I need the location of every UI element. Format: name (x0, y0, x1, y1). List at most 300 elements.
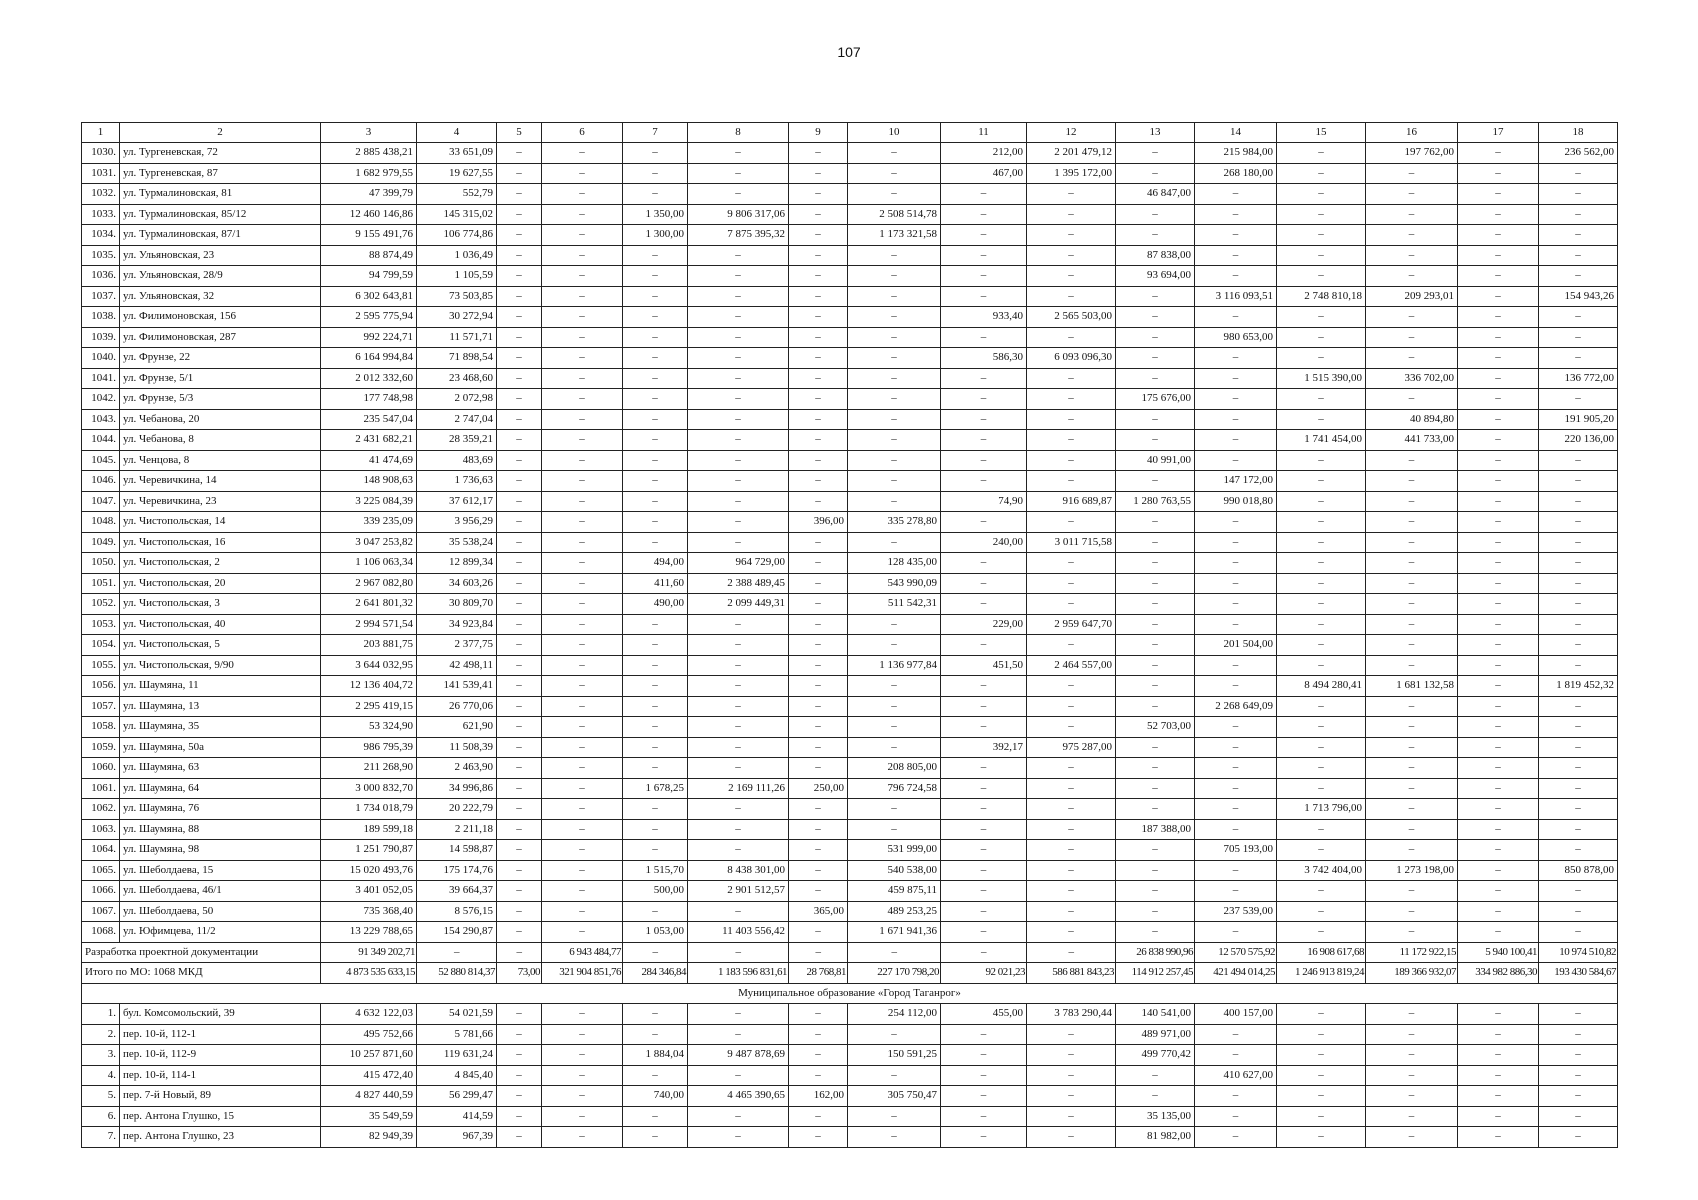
value-cell: – (848, 737, 941, 758)
row-number: 1046. (82, 471, 120, 492)
value-cell: 54 021,59 (417, 1004, 497, 1025)
address-cell: ул. Черевичкина, 23 (120, 491, 321, 512)
table-row (82, 840, 1618, 861)
section-title: Муниципальное образование «Город Таганрог» (82, 983, 1618, 1004)
housing-repair-table (81, 122, 1618, 1148)
table-row (82, 225, 1618, 246)
address-cell: ул. Чебанова, 8 (120, 430, 321, 451)
summary-value: 4 873 535 633,15 (321, 963, 417, 984)
value-cell: – (542, 389, 623, 410)
value-cell: – (789, 389, 848, 410)
value-cell: – (1458, 389, 1539, 410)
value-cell: – (1539, 1004, 1618, 1025)
value-cell: – (1195, 778, 1277, 799)
value-cell: – (1277, 1045, 1366, 1066)
value-cell: – (941, 512, 1027, 533)
summary-value: 73,00 (497, 963, 542, 984)
value-cell: – (1116, 553, 1195, 574)
value-cell: 4 465 390,65 (688, 1086, 789, 1107)
value-cell: – (542, 286, 623, 307)
row-number: 1033. (82, 204, 120, 225)
address-cell: ул. Чистопольская, 20 (120, 573, 321, 594)
value-cell: 552,79 (417, 184, 497, 205)
value-cell: – (623, 409, 688, 430)
value-cell: – (1458, 286, 1539, 307)
value-cell: – (941, 184, 1027, 205)
value-cell: 1 515 390,00 (1277, 368, 1366, 389)
column-number: 3 (321, 123, 417, 143)
value-cell: – (789, 676, 848, 697)
value-cell: – (497, 225, 542, 246)
value-cell: – (1539, 184, 1618, 205)
row-number: 1030. (82, 143, 120, 164)
value-cell: – (848, 1127, 941, 1148)
value-cell: – (1277, 1024, 1366, 1045)
value-cell: 1 678,25 (623, 778, 688, 799)
value-cell: 3 225 084,39 (321, 491, 417, 512)
value-cell: – (848, 307, 941, 328)
row-number: 1050. (82, 553, 120, 574)
address-cell: ул. Фрунзе, 5/3 (120, 389, 321, 410)
table-row (82, 1004, 1618, 1025)
value-cell: – (848, 696, 941, 717)
address-cell: пер. Антона Глушко, 23 (120, 1127, 321, 1148)
table-row (82, 471, 1618, 492)
value-cell: 305 750,47 (848, 1086, 941, 1107)
value-cell: 2 201 479,12 (1027, 143, 1116, 164)
value-cell: 489 253,25 (848, 901, 941, 922)
value-cell: 212,00 (941, 143, 1027, 164)
value-cell: 1 819 452,32 (1539, 676, 1618, 697)
value-cell: – (1539, 573, 1618, 594)
value-cell: 2 595 775,94 (321, 307, 417, 328)
value-cell: – (688, 1127, 789, 1148)
value-cell: 740,00 (623, 1086, 688, 1107)
value-cell: 191 905,20 (1539, 409, 1618, 430)
summary-value: 16 908 617,68 (1277, 942, 1366, 963)
value-cell: 23 468,60 (417, 368, 497, 389)
value-cell: – (542, 737, 623, 758)
value-cell: – (497, 758, 542, 779)
value-cell: 19 627,55 (417, 163, 497, 184)
value-cell: – (1539, 245, 1618, 266)
value-cell: – (1195, 430, 1277, 451)
value-cell: – (688, 717, 789, 738)
value-cell: – (688, 758, 789, 779)
value-cell: 220 136,00 (1539, 430, 1618, 451)
value-cell: – (848, 286, 941, 307)
address-cell: бул. Комсомольский, 39 (120, 1004, 321, 1025)
value-cell: 1 682 979,55 (321, 163, 417, 184)
value-cell: – (497, 491, 542, 512)
column-number: 2 (120, 123, 321, 143)
value-cell: – (688, 1004, 789, 1025)
value-cell: – (1195, 737, 1277, 758)
value-cell: – (1458, 1024, 1539, 1045)
value-cell: – (1458, 430, 1539, 451)
value-cell: 933,40 (941, 307, 1027, 328)
value-cell: – (1027, 286, 1116, 307)
value-cell: – (1116, 1065, 1195, 1086)
value-cell: – (623, 799, 688, 820)
value-cell: – (1195, 1024, 1277, 1045)
value-cell: – (497, 1065, 542, 1086)
value-cell: – (1458, 450, 1539, 471)
value-cell: – (789, 655, 848, 676)
value-cell: – (623, 635, 688, 656)
value-cell: – (1458, 594, 1539, 615)
value-cell: – (497, 819, 542, 840)
address-cell: пер. 10-й, 112-1 (120, 1024, 321, 1045)
value-cell: – (789, 532, 848, 553)
value-cell: – (1366, 327, 1458, 348)
value-cell: – (941, 594, 1027, 615)
value-cell: 3 011 715,58 (1027, 532, 1116, 553)
column-number: 14 (1195, 123, 1277, 143)
value-cell: – (1116, 635, 1195, 656)
value-cell: – (542, 266, 623, 287)
address-cell: пер. Антона Глушко, 15 (120, 1106, 321, 1127)
value-cell: – (941, 368, 1027, 389)
value-cell: – (789, 1045, 848, 1066)
value-cell: – (1277, 1127, 1366, 1148)
value-cell: 2 508 514,78 (848, 204, 941, 225)
value-cell: – (1539, 512, 1618, 533)
value-cell: – (1195, 758, 1277, 779)
value-cell: – (623, 163, 688, 184)
value-cell: – (789, 1127, 848, 1148)
value-cell: – (623, 901, 688, 922)
value-cell: – (497, 1045, 542, 1066)
total-row (82, 963, 1618, 984)
value-cell: – (497, 778, 542, 799)
value-cell: – (1027, 881, 1116, 902)
value-cell: 74,90 (941, 491, 1027, 512)
value-cell: – (941, 286, 1027, 307)
value-cell: 35 135,00 (1116, 1106, 1195, 1127)
table-row (82, 737, 1618, 758)
address-cell: ул. Ульяновская, 32 (120, 286, 321, 307)
value-cell: – (1277, 389, 1366, 410)
value-cell: – (688, 245, 789, 266)
value-cell: – (1277, 758, 1366, 779)
value-cell: – (1027, 1065, 1116, 1086)
value-cell: – (688, 1106, 789, 1127)
value-cell: 56 299,47 (417, 1086, 497, 1107)
value-cell: – (789, 696, 848, 717)
value-cell: – (1366, 758, 1458, 779)
value-cell: – (848, 409, 941, 430)
value-cell: 2 959 647,70 (1027, 614, 1116, 635)
value-cell: – (941, 1086, 1027, 1107)
value-cell: – (848, 143, 941, 164)
value-cell: – (1458, 471, 1539, 492)
value-cell: – (1458, 1106, 1539, 1127)
row-number: 1067. (82, 901, 120, 922)
value-cell: – (1116, 1086, 1195, 1107)
value-cell: – (542, 717, 623, 738)
address-cell: ул. Шаумяна, 63 (120, 758, 321, 779)
value-cell: – (497, 594, 542, 615)
value-cell: 254 112,00 (848, 1004, 941, 1025)
value-cell: – (1539, 348, 1618, 369)
value-cell: – (789, 307, 848, 328)
value-cell: – (1027, 819, 1116, 840)
value-cell: 3 742 404,00 (1277, 860, 1366, 881)
value-cell: 15 020 493,76 (321, 860, 417, 881)
value-cell: – (497, 348, 542, 369)
value-cell: – (1195, 307, 1277, 328)
value-cell: – (1366, 778, 1458, 799)
value-cell: – (1539, 553, 1618, 574)
value-cell: – (1366, 225, 1458, 246)
value-cell: – (789, 430, 848, 451)
table-row (82, 696, 1618, 717)
value-cell: 14 598,87 (417, 840, 497, 861)
value-cell: – (1366, 184, 1458, 205)
value-cell: – (497, 860, 542, 881)
value-cell: – (1458, 409, 1539, 430)
value-cell: – (542, 881, 623, 902)
value-cell: – (1195, 225, 1277, 246)
value-cell: – (789, 717, 848, 738)
summary-value: 5 940 100,41 (1458, 942, 1539, 963)
value-cell: – (941, 327, 1027, 348)
value-cell: – (542, 635, 623, 656)
value-cell: – (848, 614, 941, 635)
address-cell: ул. Чистопольская, 2 (120, 553, 321, 574)
value-cell: – (848, 1065, 941, 1086)
row-number: 1042. (82, 389, 120, 410)
value-cell: – (789, 881, 848, 902)
value-cell: – (848, 245, 941, 266)
value-cell: – (848, 676, 941, 697)
value-cell: – (1539, 450, 1618, 471)
summary-value: 12 570 575,92 (1195, 942, 1277, 963)
value-cell: – (542, 758, 623, 779)
value-cell: 2 464 557,00 (1027, 655, 1116, 676)
address-cell: ул. Черевичкина, 14 (120, 471, 321, 492)
value-cell: 145 315,02 (417, 204, 497, 225)
value-cell: – (1366, 655, 1458, 676)
value-cell: 20 222,79 (417, 799, 497, 820)
value-cell: – (542, 594, 623, 615)
value-cell: – (497, 655, 542, 676)
value-cell: – (1366, 163, 1458, 184)
value-cell: 1 136 977,84 (848, 655, 941, 676)
value-cell: – (1277, 922, 1366, 943)
value-cell: – (688, 614, 789, 635)
value-cell: – (623, 717, 688, 738)
value-cell: 1 036,49 (417, 245, 497, 266)
value-cell: 1 736,63 (417, 471, 497, 492)
value-cell: – (1116, 840, 1195, 861)
value-cell: 414,59 (417, 1106, 497, 1127)
value-cell: – (789, 1106, 848, 1127)
value-cell: – (1539, 881, 1618, 902)
table-row (82, 163, 1618, 184)
value-cell: 87 838,00 (1116, 245, 1195, 266)
value-cell: – (1116, 758, 1195, 779)
value-cell: – (1277, 1065, 1366, 1086)
value-cell: 37 612,17 (417, 491, 497, 512)
value-cell: – (1027, 676, 1116, 697)
value-cell: – (542, 307, 623, 328)
table-row (82, 635, 1618, 656)
summary-value: 421 494 014,25 (1195, 963, 1277, 984)
value-cell: 400 157,00 (1195, 1004, 1277, 1025)
value-cell: – (1458, 245, 1539, 266)
row-number: 2. (82, 1024, 120, 1045)
value-cell: – (1458, 696, 1539, 717)
value-cell: 3 047 253,82 (321, 532, 417, 553)
value-cell: – (1366, 799, 1458, 820)
value-cell: – (497, 737, 542, 758)
value-cell: – (789, 1024, 848, 1045)
value-cell: – (542, 696, 623, 717)
value-cell: – (1116, 307, 1195, 328)
value-cell: – (1539, 696, 1618, 717)
value-cell: – (1458, 1127, 1539, 1148)
column-number: 13 (1116, 123, 1195, 143)
value-cell: – (1027, 573, 1116, 594)
value-cell: – (688, 840, 789, 861)
value-cell: – (1458, 1065, 1539, 1086)
value-cell: – (1116, 860, 1195, 881)
summary-value: 28 768,81 (789, 963, 848, 984)
address-cell: ул. Фрунзе, 22 (120, 348, 321, 369)
value-cell: 26 770,06 (417, 696, 497, 717)
value-cell: – (542, 163, 623, 184)
value-cell: 459 875,11 (848, 881, 941, 902)
value-cell: – (1116, 512, 1195, 533)
value-cell: 1 681 132,58 (1366, 676, 1458, 697)
summary-value: – (688, 942, 789, 963)
value-cell: 150 591,25 (848, 1045, 941, 1066)
address-cell: ул. Тургеневская, 87 (120, 163, 321, 184)
value-cell: – (542, 1127, 623, 1148)
value-cell: 189 599,18 (321, 819, 417, 840)
value-cell: 396,00 (789, 512, 848, 533)
value-cell: – (1277, 491, 1366, 512)
value-cell: – (1116, 225, 1195, 246)
value-cell: – (623, 245, 688, 266)
value-cell: – (1458, 184, 1539, 205)
value-cell: 2 748 810,18 (1277, 286, 1366, 307)
value-cell: 975 287,00 (1027, 737, 1116, 758)
value-cell: 203 881,75 (321, 635, 417, 656)
value-cell: – (1027, 1127, 1116, 1148)
row-number: 5. (82, 1086, 120, 1107)
value-cell: – (1458, 573, 1539, 594)
value-cell: – (1116, 676, 1195, 697)
row-number: 1055. (82, 655, 120, 676)
row-number: 1040. (82, 348, 120, 369)
value-cell: – (497, 573, 542, 594)
value-cell: – (542, 204, 623, 225)
value-cell: 13 229 788,65 (321, 922, 417, 943)
value-cell: – (1366, 1086, 1458, 1107)
value-cell: – (941, 819, 1027, 840)
value-cell: – (1195, 204, 1277, 225)
value-cell: – (941, 881, 1027, 902)
value-cell: – (497, 430, 542, 451)
value-cell: 47 399,79 (321, 184, 417, 205)
value-cell: 2 268 649,09 (1195, 696, 1277, 717)
value-cell: – (1539, 1106, 1618, 1127)
value-cell: – (542, 245, 623, 266)
value-cell: – (789, 799, 848, 820)
row-number: 1041. (82, 368, 120, 389)
table-row (82, 1065, 1618, 1086)
value-cell: 41 474,69 (321, 450, 417, 471)
summary-value: 114 912 257,45 (1116, 963, 1195, 984)
value-cell: 8 438 301,00 (688, 860, 789, 881)
address-cell: ул. Чистопольская, 14 (120, 512, 321, 533)
value-cell: – (1366, 204, 1458, 225)
summary-value: 92 021,23 (941, 963, 1027, 984)
value-cell: – (688, 1065, 789, 1086)
address-cell: ул. Шаумяна, 64 (120, 778, 321, 799)
value-cell: – (1027, 901, 1116, 922)
value-cell: – (848, 348, 941, 369)
row-number: 1036. (82, 266, 120, 287)
value-cell: – (1277, 1086, 1366, 1107)
table-row (82, 143, 1618, 164)
value-cell: 2 431 682,21 (321, 430, 417, 451)
value-cell: 30 809,70 (417, 594, 497, 615)
value-cell: – (848, 491, 941, 512)
value-cell: 1 173 321,58 (848, 225, 941, 246)
value-cell: – (1277, 1004, 1366, 1025)
value-cell: – (1195, 799, 1277, 820)
value-cell: – (1195, 1106, 1277, 1127)
value-cell: – (1277, 163, 1366, 184)
value-cell: – (1366, 840, 1458, 861)
address-cell: ул. Чистопольская, 40 (120, 614, 321, 635)
value-cell: – (1277, 573, 1366, 594)
value-cell: – (1277, 204, 1366, 225)
value-cell: 12 136 404,72 (321, 676, 417, 697)
value-cell: 71 898,54 (417, 348, 497, 369)
value-cell: – (1027, 1024, 1116, 1045)
value-cell: – (1195, 573, 1277, 594)
value-cell: – (497, 204, 542, 225)
value-cell: – (1458, 163, 1539, 184)
address-cell: ул. Фрунзе, 5/1 (120, 368, 321, 389)
value-cell: 495 752,66 (321, 1024, 417, 1045)
value-cell: 1 350,00 (623, 204, 688, 225)
value-cell: – (789, 204, 848, 225)
table-row (82, 1045, 1618, 1066)
table-row (82, 799, 1618, 820)
value-cell: – (1277, 881, 1366, 902)
value-cell: – (497, 799, 542, 820)
value-cell: – (1458, 1004, 1539, 1025)
value-cell: – (1539, 163, 1618, 184)
value-cell: – (1366, 471, 1458, 492)
value-cell: – (1366, 532, 1458, 553)
value-cell: – (623, 737, 688, 758)
value-cell: 1 280 763,55 (1116, 491, 1195, 512)
value-cell: – (1539, 901, 1618, 922)
value-cell: – (623, 307, 688, 328)
value-cell: 2 641 801,32 (321, 594, 417, 615)
value-cell: 540 538,00 (848, 860, 941, 881)
column-number: 1 (82, 123, 120, 143)
value-cell: – (1195, 1127, 1277, 1148)
value-cell: 128 435,00 (848, 553, 941, 574)
